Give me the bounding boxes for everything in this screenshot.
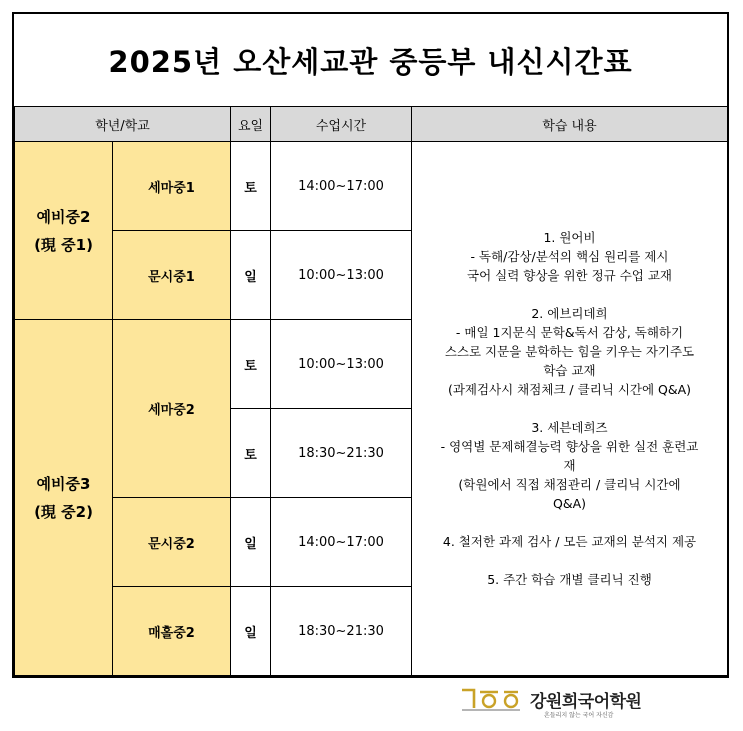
content-line: 학습 교재: [543, 363, 596, 378]
header-grade-school: 학년/학교: [15, 107, 231, 142]
content-line: Q&A): [552, 496, 586, 511]
content-section-3: [414, 418, 725, 513]
content-line: 3. 세븐데희즈: [531, 420, 608, 435]
grade-label: 예비중2: [36, 207, 91, 226]
content-line: 4. 철저한 과제 검사 / 모든 교재의 분석지 제공: [442, 534, 697, 549]
content-line: 5. 주간 학습 개별 클리닉 진행: [487, 572, 652, 587]
grade-cell: [15, 142, 113, 320]
school-cell: 문시중2: [113, 498, 231, 587]
logo-name: 강원희국어학원: [530, 692, 642, 712]
content-cell: [412, 142, 728, 676]
logo-mark-icon: [460, 686, 522, 712]
day-cell: 토: [231, 142, 271, 231]
time-cell: 10:00~13:00: [271, 320, 412, 409]
content-line: - 독해/감상/분석의 핵심 원리를 제시: [470, 249, 669, 264]
grade-cell: [15, 320, 113, 676]
school-cell: 매홀중2: [113, 587, 231, 676]
content-line: - 매일 1지문식 문학&독서 감상, 독해하기: [455, 325, 684, 340]
day-cell: 일: [231, 498, 271, 587]
logo-slogan: 흔들리지 않는 국어 자신감: [544, 712, 614, 719]
content-line: 재: [563, 458, 576, 473]
time-cell: 18:30~21:30: [271, 409, 412, 498]
day-cell: 토: [231, 409, 271, 498]
content-line: (학원에서 직접 채점관리 / 클리닉 시간에: [458, 477, 681, 492]
page-title: 2025년 오산세교관 중등부 내신시간표: [108, 44, 633, 79]
grade-current-label: (現 중2): [34, 502, 93, 521]
header-day: 요일: [231, 107, 271, 142]
content-line: 국어 실력 향상을 위한 정규 수업 교재: [467, 268, 672, 283]
time-cell: 14:00~17:00: [271, 142, 412, 231]
timetable: [14, 106, 728, 676]
time-cell: 18:30~21:30: [271, 587, 412, 676]
day-cell: 일: [231, 587, 271, 676]
table-row: [15, 142, 728, 231]
school-cell: 세마중2: [113, 320, 231, 498]
grade-label: 예비중3: [36, 474, 91, 493]
school-cell: 문시중1: [113, 231, 231, 320]
day-cell: 일: [231, 231, 271, 320]
content-section-2: [414, 304, 725, 399]
content-line: 2. 에브리데희: [531, 306, 608, 321]
content-section-1: [414, 228, 725, 285]
header-class-time: 수업시간: [271, 107, 412, 142]
header-content: 학습 내용: [412, 107, 728, 142]
school-cell: 세마중1: [113, 142, 231, 231]
time-cell: 14:00~17:00: [271, 498, 412, 587]
content-line: (과제검사시 채점체크 / 클리닉 시간에 Q&A): [447, 382, 692, 397]
header-row: [15, 107, 728, 142]
content-line: - 영역별 문제해결능력 향상을 위한 실전 훈련교: [440, 439, 699, 454]
content-section-4: [414, 532, 725, 551]
day-cell: 토: [231, 320, 271, 409]
content-line: 1. 원어비: [543, 230, 596, 245]
grade-current-label: (現 중1): [34, 235, 93, 254]
time-cell: 10:00~13:00: [271, 231, 412, 320]
timetable-frame: [12, 12, 729, 678]
content-line: 스스로 지문을 분학하는 힘을 키우는 자기주도: [444, 344, 695, 359]
content-section-5: [414, 570, 725, 589]
academy-logo: [460, 684, 670, 724]
